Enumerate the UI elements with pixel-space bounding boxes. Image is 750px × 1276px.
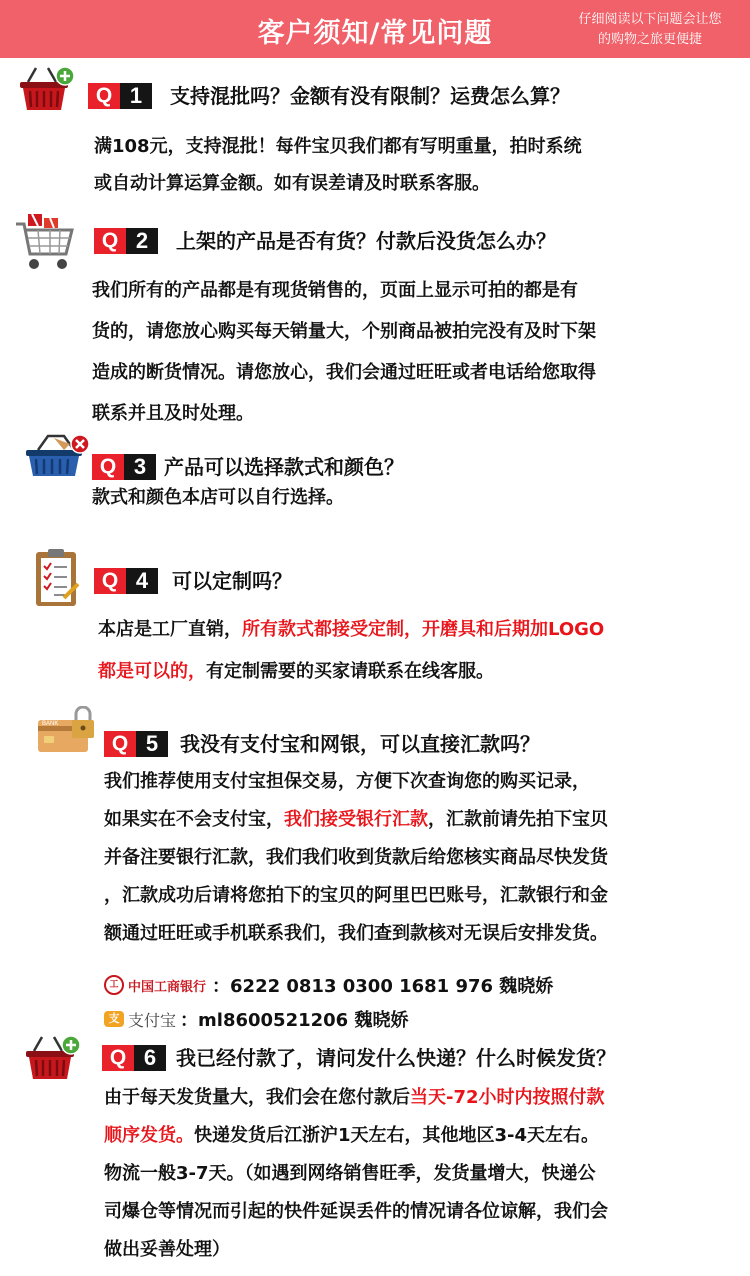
q4-answer [98,609,604,693]
answer-text: 款式和颜色本店可以自行选择。 [92,487,344,508]
shopping-cart-gifts-icon [14,210,78,272]
answer-line [92,311,596,352]
answer-line [92,352,596,393]
answer-line [94,128,582,165]
q4-question: 可以定制吗？ [172,569,292,593]
icbc-logo [104,975,206,995]
answer-line [98,609,604,651]
q5-question: 我没有支付宝和网银，可以直接汇款吗？ [180,732,540,756]
q6-badge [102,1045,166,1071]
answer-text: 本店是工厂直销， [98,619,242,640]
answer-text: 有定制需要的买家请联系在线客服。 [206,661,494,682]
q4-badge [94,568,158,594]
q-letter: Q [104,731,136,757]
basket-remove-icon [24,432,90,478]
q-number: 3 [124,454,156,480]
q5-answer [104,763,608,953]
answer-text: 我们推荐使用支付宝担保交易，方便下次查询您的购买记录， [104,771,590,792]
q3-badge [92,454,156,480]
answer-text: 或自动计算运算金额。如有误差请及时联系客服。 [94,173,490,194]
q-number: 4 [126,568,158,594]
answer-line [104,801,608,839]
answer-line [104,839,608,877]
answer-line [104,1193,608,1231]
answer-line [92,482,344,514]
answer-line [94,165,582,202]
q6-answer [104,1079,608,1269]
bank-card-lock-icon [36,706,98,756]
q-letter: Q [92,454,124,480]
answer-line [104,1079,608,1117]
q-letter: Q [88,83,120,109]
q-letter: Q [102,1045,134,1071]
q2-answer [92,270,596,434]
q-letter: Q [94,568,126,594]
answer-line [92,270,596,311]
answer-text: 造成的断货情况。请您放心，我们会通过旺旺或者电话给您取得 [92,362,596,383]
header-note-line2: 的购物之旅更便捷 [597,32,702,47]
answer-text: 联系并且及时处理。 [92,403,254,424]
answer-text: 满108元，支持混批！每件宝贝我们都有写明重量，拍时系统 [94,136,582,157]
shopping-basket-add-icon [24,1035,82,1083]
q3-answer [92,482,344,514]
answer-highlight: 所有款式都接受定制，开磨具和后期加LOGO [242,619,605,640]
answer-highlight: 顺序发货。 [104,1125,194,1146]
svg-text:BANK: BANK [42,721,59,727]
alipay-logo-icon: 支 [104,1011,124,1027]
q6-question: 我已经付款了，请问发什么快递？什么时候发货？ [176,1046,616,1070]
icbc-logo-text: 中国工商银行 [128,979,207,995]
q-letter: Q [94,228,126,254]
answer-text: 做出妥善处理） [104,1239,230,1260]
answer-highlight: 当天-72小时内按照付款 [410,1087,605,1108]
answer-text: 物流一般3-7天。（如遇到网络销售旺季，发货量增大，快递公 [104,1163,596,1184]
answer-text: 额通过旺旺或手机联系我们，我们查到款核对无误后安排发货。 [104,923,608,944]
answer-text: 司爆仓等情况而引起的快件延误丢件的情况请各位谅解，我们会 [104,1201,608,1222]
alipay-account-line [104,1005,408,1033]
answer-line [104,763,608,801]
answer-line [98,651,604,693]
answer-text: 由于每天发货量大，我们会在您付款后 [104,1087,410,1108]
answer-line [104,915,608,953]
header-banner [0,0,750,58]
q-number: 6 [134,1045,166,1071]
icbc-logo-icon: 工 [104,975,124,995]
answer-text: 如果实在不会支付宝， [104,809,284,830]
header-note-line1: 仔细阅读以下问题会让您 [578,12,722,27]
answer-line [104,1117,608,1155]
answer-text: ，汇款前请先拍下宝贝 [428,809,608,830]
answer-text: ，汇款成功后请将您拍下的宝贝的阿里巴巴账号，汇款银行和金 [104,885,608,906]
clipboard-checklist-icon [34,548,80,608]
q1-badge [88,83,152,109]
q2-question: 上架的产品是否有货？付款后没货怎么办？ [176,229,556,253]
alipay-logo-text: 支付宝 [128,1010,177,1030]
shopping-basket-add-icon [18,64,76,114]
answer-text: 快递发货后江浙沪1天左右，其他地区3-4天左右。 [194,1125,600,1146]
q5-badge [104,731,168,757]
answer-highlight: 我们接受银行汇款 [284,809,428,830]
answer-text: 我们所有的产品都是有现货销售的，页面上显示可拍的都是有 [92,280,578,301]
icbc-account-number: ：6222 0813 0300 1681 976 魏晓娇 [212,976,554,997]
answer-line [92,393,596,434]
header-note [570,10,730,50]
page-title: 客户须知/常见问题 [257,18,493,49]
answer-highlight: 都是可以的， [98,661,206,682]
answer-line [104,1231,608,1269]
q1-question: 支持混批吗？金额有没有限制？运费怎么算？ [170,84,570,108]
q1-answer [94,128,582,202]
answer-text: 货的，请您放心购买每天销量大，个别商品被拍完没有及时下架 [92,321,596,342]
icbc-account-line [104,971,553,999]
q2-badge [94,228,158,254]
alipay-account-number: ：ml8600521206 魏晓娇 [180,1010,409,1031]
q-number: 2 [126,228,158,254]
q-number: 1 [120,83,152,109]
answer-line [104,1155,608,1193]
answer-text: 并备注要银行汇款，我们我们收到货款后给您核实商品尽快发货 [104,847,608,868]
alipay-logo [104,1008,176,1031]
q-number: 5 [136,731,168,757]
q3-question: 产品可以选择款式和颜色？ [164,455,404,479]
answer-line [104,877,608,915]
